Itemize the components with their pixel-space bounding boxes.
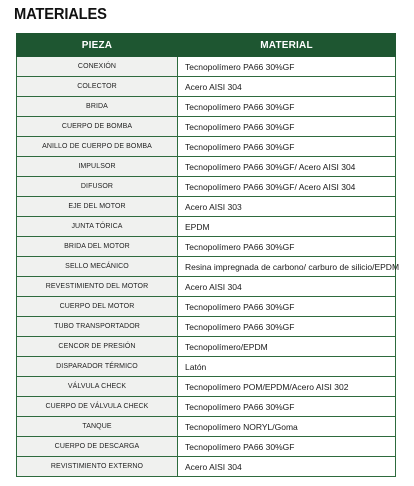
pieza-cell: SELLO MECÁNICO — [17, 257, 178, 277]
pieza-cell: BRIDA DEL MOTOR — [17, 237, 178, 257]
material-cell: Tecnopolímero PA66 30%GF — [178, 97, 396, 117]
table-row — [17, 237, 396, 257]
table-row — [17, 317, 396, 337]
table-row — [17, 177, 396, 197]
materials-table — [16, 33, 400, 477]
column-header-pieza: PIEZA — [17, 34, 178, 57]
table-row — [17, 97, 396, 117]
material-cell: Tecnopolímero PA66 30%GF — [178, 57, 396, 77]
table-row — [17, 377, 396, 397]
pieza-cell: JUNTA TÓRICA — [17, 217, 178, 237]
material-cell: EPDM — [178, 217, 396, 237]
table-row — [17, 257, 396, 277]
table-row — [17, 437, 396, 457]
pieza-cell: CUERPO DE DESCARGA — [17, 437, 178, 457]
table-row — [17, 197, 396, 217]
pieza-cell: TUBO TRANSPORTADOR — [17, 317, 178, 337]
table-row — [17, 157, 396, 177]
table-row — [17, 397, 396, 417]
pieza-cell: BRIDA — [17, 97, 178, 117]
material-cell: Tecnopolímero PA66 30%GF/ Acero AISI 304 — [178, 177, 396, 197]
pieza-cell: CENCOR DE PRESIÓN — [17, 337, 178, 357]
table-row — [17, 417, 396, 437]
table-row — [17, 357, 396, 377]
material-cell: Acero AISI 304 — [178, 457, 396, 477]
pieza-cell: DISPARADOR TÉRMICO — [17, 357, 178, 377]
table-body — [17, 57, 400, 477]
pieza-cell: CUERPO DEL MOTOR — [17, 297, 178, 317]
table-row — [17, 297, 396, 317]
material-cell: Tecnopolímero PA66 30%GF — [178, 137, 396, 157]
table-row — [17, 137, 396, 157]
pieza-cell: IMPULSOR — [17, 157, 178, 177]
table-row — [17, 457, 396, 477]
material-cell: Tecnopolímero POM/EPDM/Acero AISI 302 — [178, 377, 396, 397]
material-cell: Tecnopolímero PA66 30%GF/ Acero AISI 304 — [178, 157, 396, 177]
material-cell: Acero AISI 304 — [178, 77, 396, 97]
table-row — [17, 77, 396, 97]
pieza-cell: ANILLO DE CUERPO DE BOMBA — [17, 137, 178, 157]
pieza-cell: DIFUSOR — [17, 177, 178, 197]
pieza-cell: VÁLVULA CHECK — [17, 377, 178, 397]
pieza-cell: REVESTIMIENTO DEL MOTOR — [17, 277, 178, 297]
material-cell: Tecnopolímero/EPDM — [178, 337, 396, 357]
pieza-cell: EJE DEL MOTOR — [17, 197, 178, 217]
column-header-material: MATERIAL — [178, 34, 396, 57]
pieza-cell: CUERPO DE VÁLVULA CHECK — [17, 397, 178, 417]
pieza-cell: CUERPO DE BOMBA — [17, 117, 178, 137]
material-cell: Tecnopolímero PA66 30%GF — [178, 397, 396, 417]
materials-table-container — [16, 33, 400, 477]
material-cell: Resina impregnada de carbono/ carburo de silicio/EPDM — [178, 257, 396, 277]
material-cell: Tecnopolímero PA66 30%GF — [178, 317, 396, 337]
material-cell: Tecnopolímero PA66 30%GF — [178, 297, 396, 317]
material-cell: Tecnopolímero PA66 30%GF — [178, 117, 396, 137]
pieza-cell: REVISTIMIENTO EXTERNO — [17, 457, 178, 477]
pieza-cell: CONEXIÓN — [17, 57, 178, 77]
material-cell: Acero AISI 304 — [178, 277, 396, 297]
table-row — [17, 217, 396, 237]
material-cell: Tecnopolímero PA66 30%GF — [178, 437, 396, 457]
material-cell: Latón — [178, 357, 396, 377]
pieza-cell: COLECTOR — [17, 77, 178, 97]
table-row — [17, 337, 396, 357]
table-row — [17, 117, 396, 137]
table-header — [17, 34, 396, 57]
material-cell: Tecnopolímero NORYL/Goma — [178, 417, 396, 437]
table-row — [17, 57, 396, 77]
material-cell: Tecnopolímero PA66 30%GF — [178, 237, 396, 257]
header-row — [17, 34, 396, 57]
page-title: MATERIALES — [14, 6, 107, 23]
pieza-cell: TANQUE — [17, 417, 178, 437]
material-cell: Acero AISI 303 — [178, 197, 396, 217]
table-row — [17, 277, 396, 297]
